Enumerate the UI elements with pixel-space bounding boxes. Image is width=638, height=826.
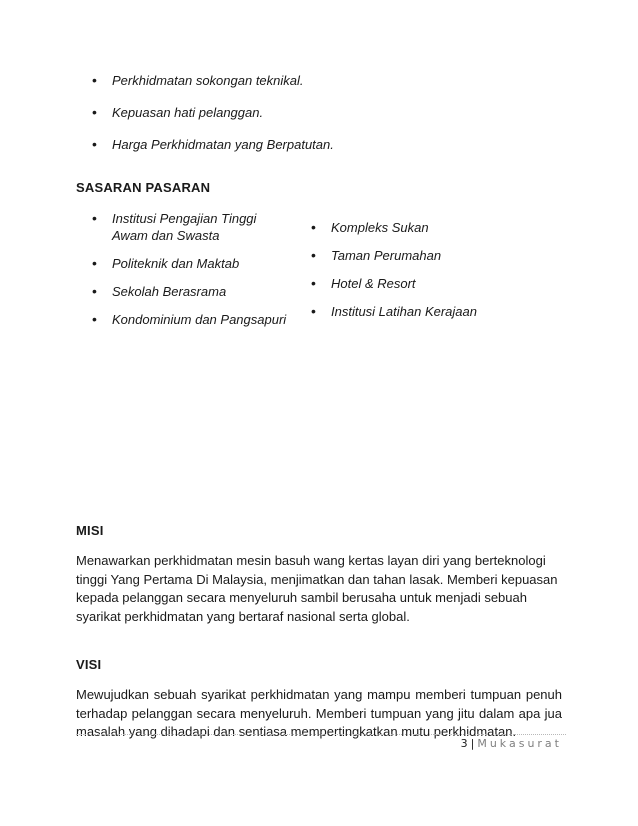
footer-divider	[76, 734, 566, 735]
target-market-item: • Hotel & Resort	[311, 275, 561, 292]
services-list-item: • Harga Perkhidmatan yang Berpatutan.	[92, 136, 512, 153]
target-market-item: • Kondominium dan Pangsapuri	[92, 311, 292, 328]
target-market-item: • Taman Perumahan	[311, 247, 561, 264]
mission-paragraph: Menawarkan perkhidmatan mesin basuh wang kertas layan diri yang berteknologi tinggi Yang Pertama Di Malaysia, menjimatkan dan tahan lasak. Memberi kepuasan kepada pelanggan secara menyeluruh sambil berusaha untuk menjadi sebuah syarikat perkhidmatan yang bertaraf nasional serta global.	[76, 553, 558, 624]
page-number: 3	[460, 737, 468, 750]
vision-heading: VISI	[76, 657, 102, 672]
target-market-item: • Politeknik dan Maktab	[92, 255, 292, 272]
services-list-item: • Perkhidmatan sokongan teknikal.	[92, 72, 512, 89]
mission-heading: MISI	[76, 523, 104, 538]
vision-paragraph: Mewujudkan sebuah syarikat perkhidmatan yang mampu memberi tumpuan penuh terhadap pelanggan secara menyeluruh. Memberi tumpuan yang jitu dalam apa jua masalah yang dihadapi dan sentiasa mempertingkatkan mutu perkhidmatan.	[76, 687, 562, 739]
target-market-list-left	[92, 210, 292, 339]
services-list	[92, 72, 512, 168]
target-market-item: • Sekolah Berasrama	[92, 283, 292, 300]
footer-label: Mukasurat	[477, 737, 562, 750]
footer-separator: |	[470, 737, 475, 750]
target-market-item: • Institusi Pengajian Tinggi Awam dan Swasta	[92, 210, 292, 244]
target-market-heading: SASARAN PASARAN	[76, 180, 211, 195]
target-market-item: • Institusi Latihan Kerajaan	[311, 303, 561, 320]
target-market-item: • Kompleks Sukan	[311, 219, 561, 236]
target-market-list-right	[311, 219, 561, 331]
services-list-item: • Kepuasan hati pelanggan.	[92, 104, 512, 121]
page-footer	[461, 737, 562, 750]
